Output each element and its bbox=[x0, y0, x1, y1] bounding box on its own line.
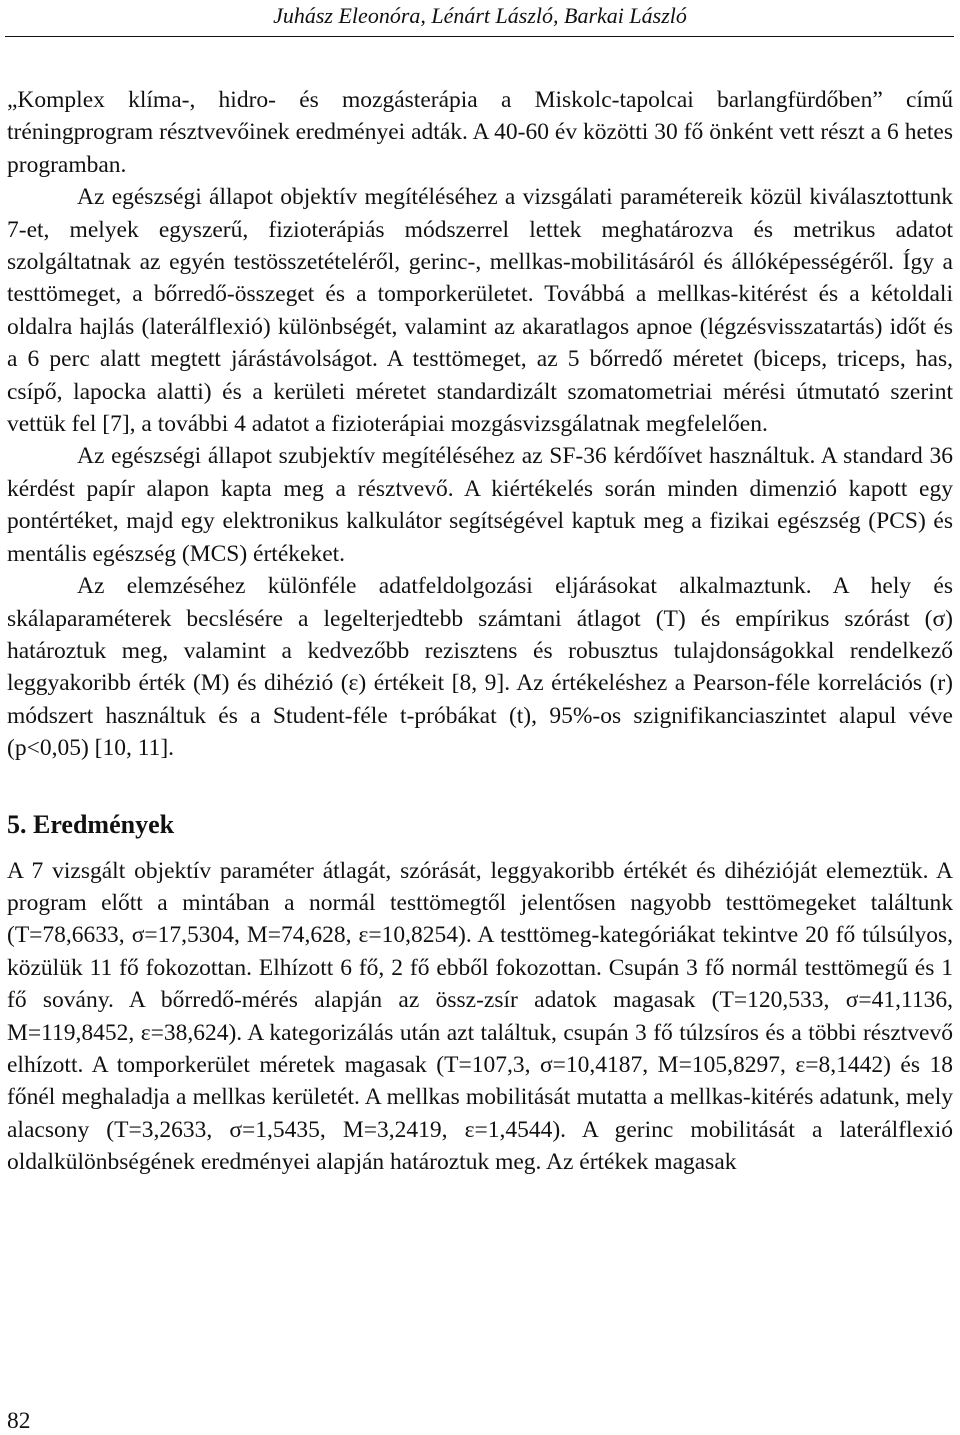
running-header: Juhász Eleonóra, Lénárt László, Barkai László bbox=[273, 3, 687, 28]
paragraph-subjective-health: Az egészségi állapot szubjektív megítéléséhez az SF-36 kérdőívet használtuk. A standard 36 kérdést papír alapon kapta meg a résztvevő. A kiértékelés során minden dimenzió kapott egy pontértéket, majd egy elektronikus kalkulátor segítségével kaptuk meg a fizikai egészség (PCS) és mentális egészség (MCS) értékeket. bbox=[7, 443, 953, 567]
article-body bbox=[7, 84, 953, 1179]
paragraph-program-intro: „Komplex klíma-, hidro- és mozgásterápia a Miskolc-tapolcai barlangfürdőben” című tréningprogram résztvevőinek eredményei adták. A 40-60 év közötti 30 fő önként vett részt a 6 hetes programban. bbox=[7, 87, 953, 178]
header-divider bbox=[5, 36, 954, 37]
paragraph-results: A 7 vizsgált objektív paraméter átlagát, szórását, leggyakoribb értékét és dihézióját elemeztük. A program előtt a mintában a normál testtömegtől jelentősen nagyobb testtömegeket találtunk (T=78,6633, σ=17,5304, M=74,628, ε=10,8254). A testtömeg-kategóriákat tekintve 20 fő túlsúlyos, közülük 11 fő fokozottan. Elhízott 6 fő, 2 fő ebből fokozottan. Csupán 3 fő normál testtömegű és 1 fő sovány. A bőrredő-mérés alapján az össz-zsír adatok magasak (T=120,533, σ=41,1136, M=119,8452, ε=38,624). A kategorizálás után azt találtuk, csupán 3 fő túlzsíros és a többi résztvevő elhízott. A tomporkerület méretek magasak (T=107,3, σ=10,4187, M=105,8297, ε=8,1442) és 18 főnél meghaladja a mellkas kerületét. A mellkas mobilitását mutatta a mellkas-kitérés adatunk, mely alacsony (T=3,2633, σ=1,5435, M=3,2419, ε=1,4544). A gerinc mobilitását a laterálflexió oldalkülönbségének eredményei alapján határoztuk meg. Az értékek magasak bbox=[7, 857, 953, 1176]
section-heading-results: 5. Eredmények bbox=[7, 809, 175, 839]
paragraph-objective-health: Az egészségi állapot objektív megítéléséhez a vizsgálati paramétereik közül kiválasztottunk 7-et, melyek egyszerű, fizioterápiás módszerrel lettek meghatározva és metrikus adatot szolgáltatnak az egyén testösszetételéről, gerinc-, mellkas-mobilitásáról és állóképességéről. Így a testtömeget, a bőrredő-összeget és a tomporkerületet. Továbbá a mellkas-kitérést és a kétoldali oldalra hajlás (laterálflexió) különbségét, valamint az akaratlagos apnoe (légzésvisszatartás) időt és a 6 perc alatt megtett járástávolságot. A testtömeget, az 5 bőrredő méretet (biceps, triceps, has, csípő, lapocka alatti) és a kerületi méretet standardizált szomatometriai mérési útmutató szerint vettük fel [7], a további 4 adatot a fizioterápiai mozgásvizsgálatnak megfelelően. bbox=[7, 184, 953, 438]
page-number: 82 bbox=[7, 1408, 31, 1434]
paragraph-analysis-methods: Az elemzéséhez különféle adatfeldolgozási eljárásokat alkalmaztunk. A hely és skálaparaméterek becslésére a legelterjedtebb számtani átlagot (T) és empírikus szórást (σ) határoztuk meg, valamint a kedvezőbb rezisztens és robusztus tulajdonságokkal rendelkező leggyakoribb érték (M) és dihézió (ε) értékeit [8, 9]. Az értékeléshez a Pearson-féle korrelációs (r) módszert használtuk és a Student-féle t-próbákat (t), 95%-os szignifikanciaszintet alapul véve (p<0,05) [10, 11]. bbox=[7, 573, 953, 762]
